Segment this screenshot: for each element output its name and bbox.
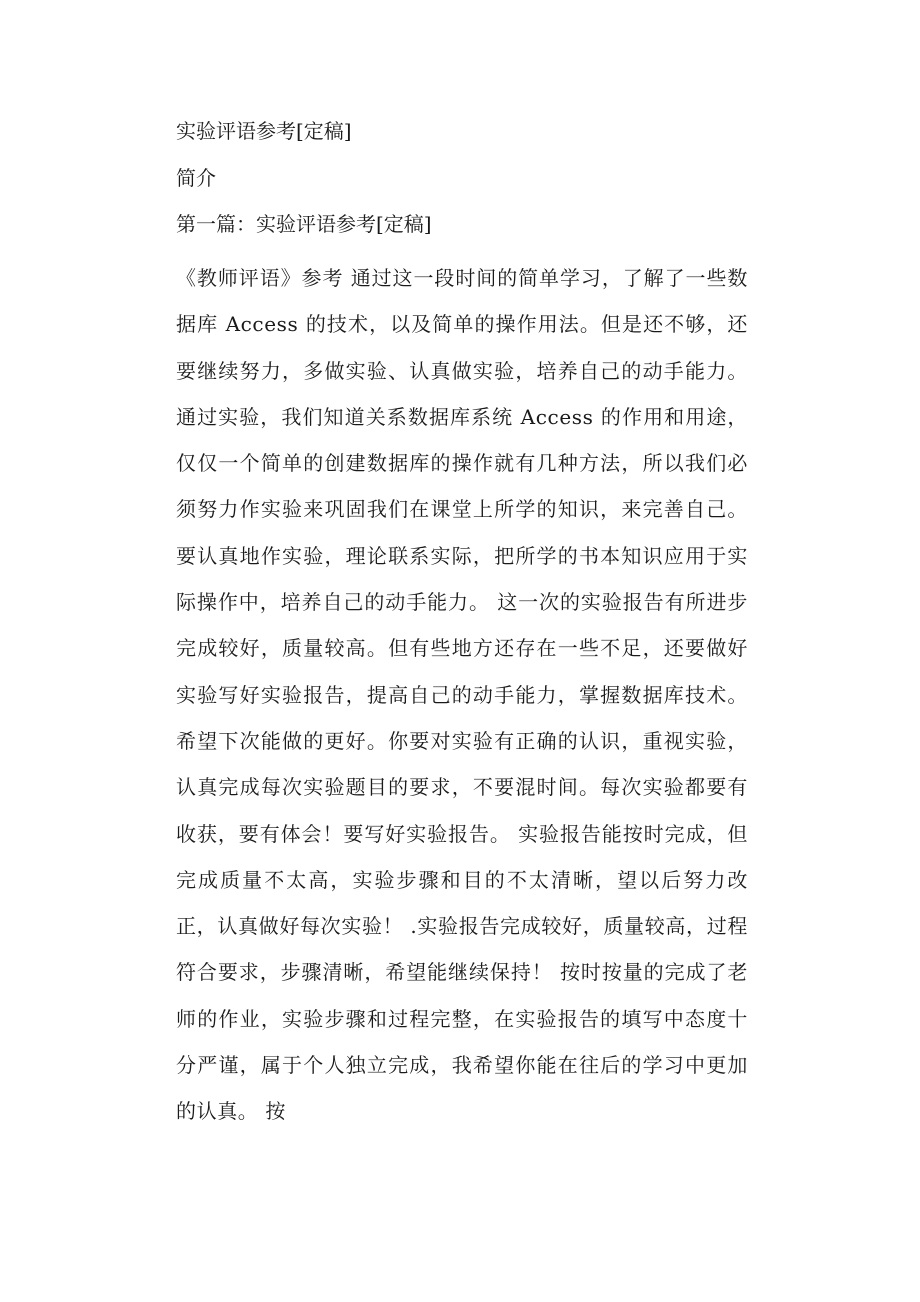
body-paragraph: 《教师评语》参考 通过这一段时间的简单学习，了解了一些数据库 Access 的技术，以及简单的操作用法。但是还不够，还要继续努力，多做实验、认真做实验，培养自己的动手能力。 通过实验，我们知道关系数据库系统 Access 的作用和用途，仅仅一个简单的创建数据库的操作就有几种方法，所以我们必须努力作实验来巩固我们在课堂上所学的知识，来完善自己。 要认真地作实验，理论联系实际，把所学的书本知识应用于实际操作中，培养自己的动手能力。 这一次的实验报告有所进步完成较好，质量较高。但有些地方还存在一些不足，还要做好实验写好实验报告，提高自己的动手能力，掌握数据库技术。希望下次能做的更好。你要对实验有正确的认识，重视实验，认真完成每次实验题目的要求，不要混时间。每次实验都要有收获，要有体会！要写好实验报告。 实验报告能按时完成，但完成质量不太高，实验步骤和目的不太清晰，望以后努力改正，认真做好每次实验！ .实验报告完成较好，质量较高，过程符合要求，步骤清晰，希望能继续保持！ 按时按量的完成了老师的作业，实验步骤和过程完整，在实验报告的填写中态度十分严谨，属于个人独立完成，我希望你能在往后的学习中更加的认真。 按 (176, 266, 748, 1124)
intro-label: 简介 (176, 166, 216, 190)
section-heading: 第一篇：实验评语参考[定稿] (176, 212, 432, 236)
document-title: 实验评语参考[定稿] (176, 119, 352, 143)
document-content (176, 118, 748, 1135)
